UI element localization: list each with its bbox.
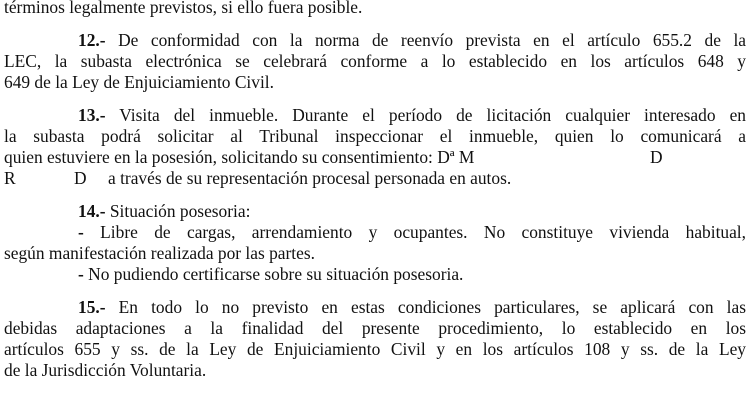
- clause-13-line-1: [4, 105, 746, 126]
- clause-15-text-2: debidas adaptaciones a la finalidad del presente procedimiento, lo establecido en los: [4, 318, 746, 338]
- clause-13-text-2: la subasta podrá solicitar al Tribunal inspeccionar el inmueble, quien lo comunicará a: [4, 126, 746, 146]
- intro-text: términos legalmente previstos, si ello fuera posible.: [4, 0, 363, 17]
- clause-14-heading: Situación posesoria:: [105, 201, 251, 221]
- clause-14-number: 14.-: [78, 201, 106, 221]
- clause-13-line-2: [4, 126, 746, 147]
- clause-15-line-1: [4, 297, 746, 318]
- clause-15-number: 15.-: [78, 297, 106, 317]
- clause-15-text-1: En todo lo no previsto en estas condiciones particulares, se aplicará con las: [105, 297, 746, 317]
- clause-14-bullet-2-text: No pudiendo certificarse sobre su situación posesoria.: [83, 264, 464, 284]
- clause-12-number: 12.-: [78, 30, 106, 50]
- clause-12-text-2: LEC, la subasta electrónica se celebrará conforme a lo establecido en los artículos 648 y: [4, 51, 746, 71]
- clause-15-line-3: [4, 339, 746, 360]
- clause-12-text-3: 649 de la Ley de Enjuiciamiento Civil.: [4, 72, 274, 92]
- clause-13-text-4-end: a través de su representación procesal personada en autos.: [108, 168, 512, 188]
- clause-13: [4, 105, 746, 189]
- document-page: [4, 0, 746, 381]
- clause-14-bullet-2-line: [4, 264, 746, 285]
- clause-12-line-2: [4, 51, 746, 72]
- clause-13-text-1: Visita del inmueble. Durante el período de licitación cualquier interesado en: [105, 105, 746, 125]
- clause-12-line-3: [4, 72, 746, 93]
- clause-13-text-4-start: R: [4, 168, 16, 188]
- clause-14-bullet-1-line-1: [4, 222, 746, 243]
- clause-14-bullet-1-line-2: [4, 243, 746, 264]
- clause-14-heading-line: [4, 201, 746, 222]
- clause-13-number: 13.-: [78, 105, 106, 125]
- clause-15-line-2: [4, 318, 746, 339]
- clause-14: [4, 201, 746, 285]
- clause-15-line-4: [4, 360, 746, 381]
- clause-15: [4, 297, 746, 381]
- clause-14-bullet-1-text-1: Libre de cargas, arrendamiento y ocupantes. No constituye vivienda habitual,: [83, 222, 746, 242]
- clause-15-text-3: artículos 655 y ss. de la Ley de Enjuiciamiento Civil y en los artículos 108 y ss. de la Ley: [4, 339, 746, 359]
- clause-13-line-4: [4, 168, 746, 189]
- clause-14-bullet-2-dash: -: [78, 264, 84, 284]
- clause-13-line-3: [4, 147, 746, 168]
- clause-15-text-4: de la Jurisdicción Voluntaria.: [4, 360, 207, 380]
- clause-13-text-3: quien estuviere en la posesión, solicitando su consentimiento: Dª M: [4, 147, 475, 167]
- clause-13-text-4-mid: D: [74, 168, 87, 188]
- clause-12-text-1: De conformidad con la norma de reenvío prevista en el artículo 655.2 de la: [105, 30, 746, 50]
- clause-13-text-3-tail: D: [650, 147, 663, 167]
- clause-12: [4, 30, 746, 93]
- clause-12-line-1: [4, 30, 746, 51]
- clause-14-bullet-1-text-2: según manifestación realizada por las partes.: [4, 243, 315, 263]
- clause-14-bullet-1-dash: -: [78, 222, 84, 242]
- intro-line: [4, 0, 746, 18]
